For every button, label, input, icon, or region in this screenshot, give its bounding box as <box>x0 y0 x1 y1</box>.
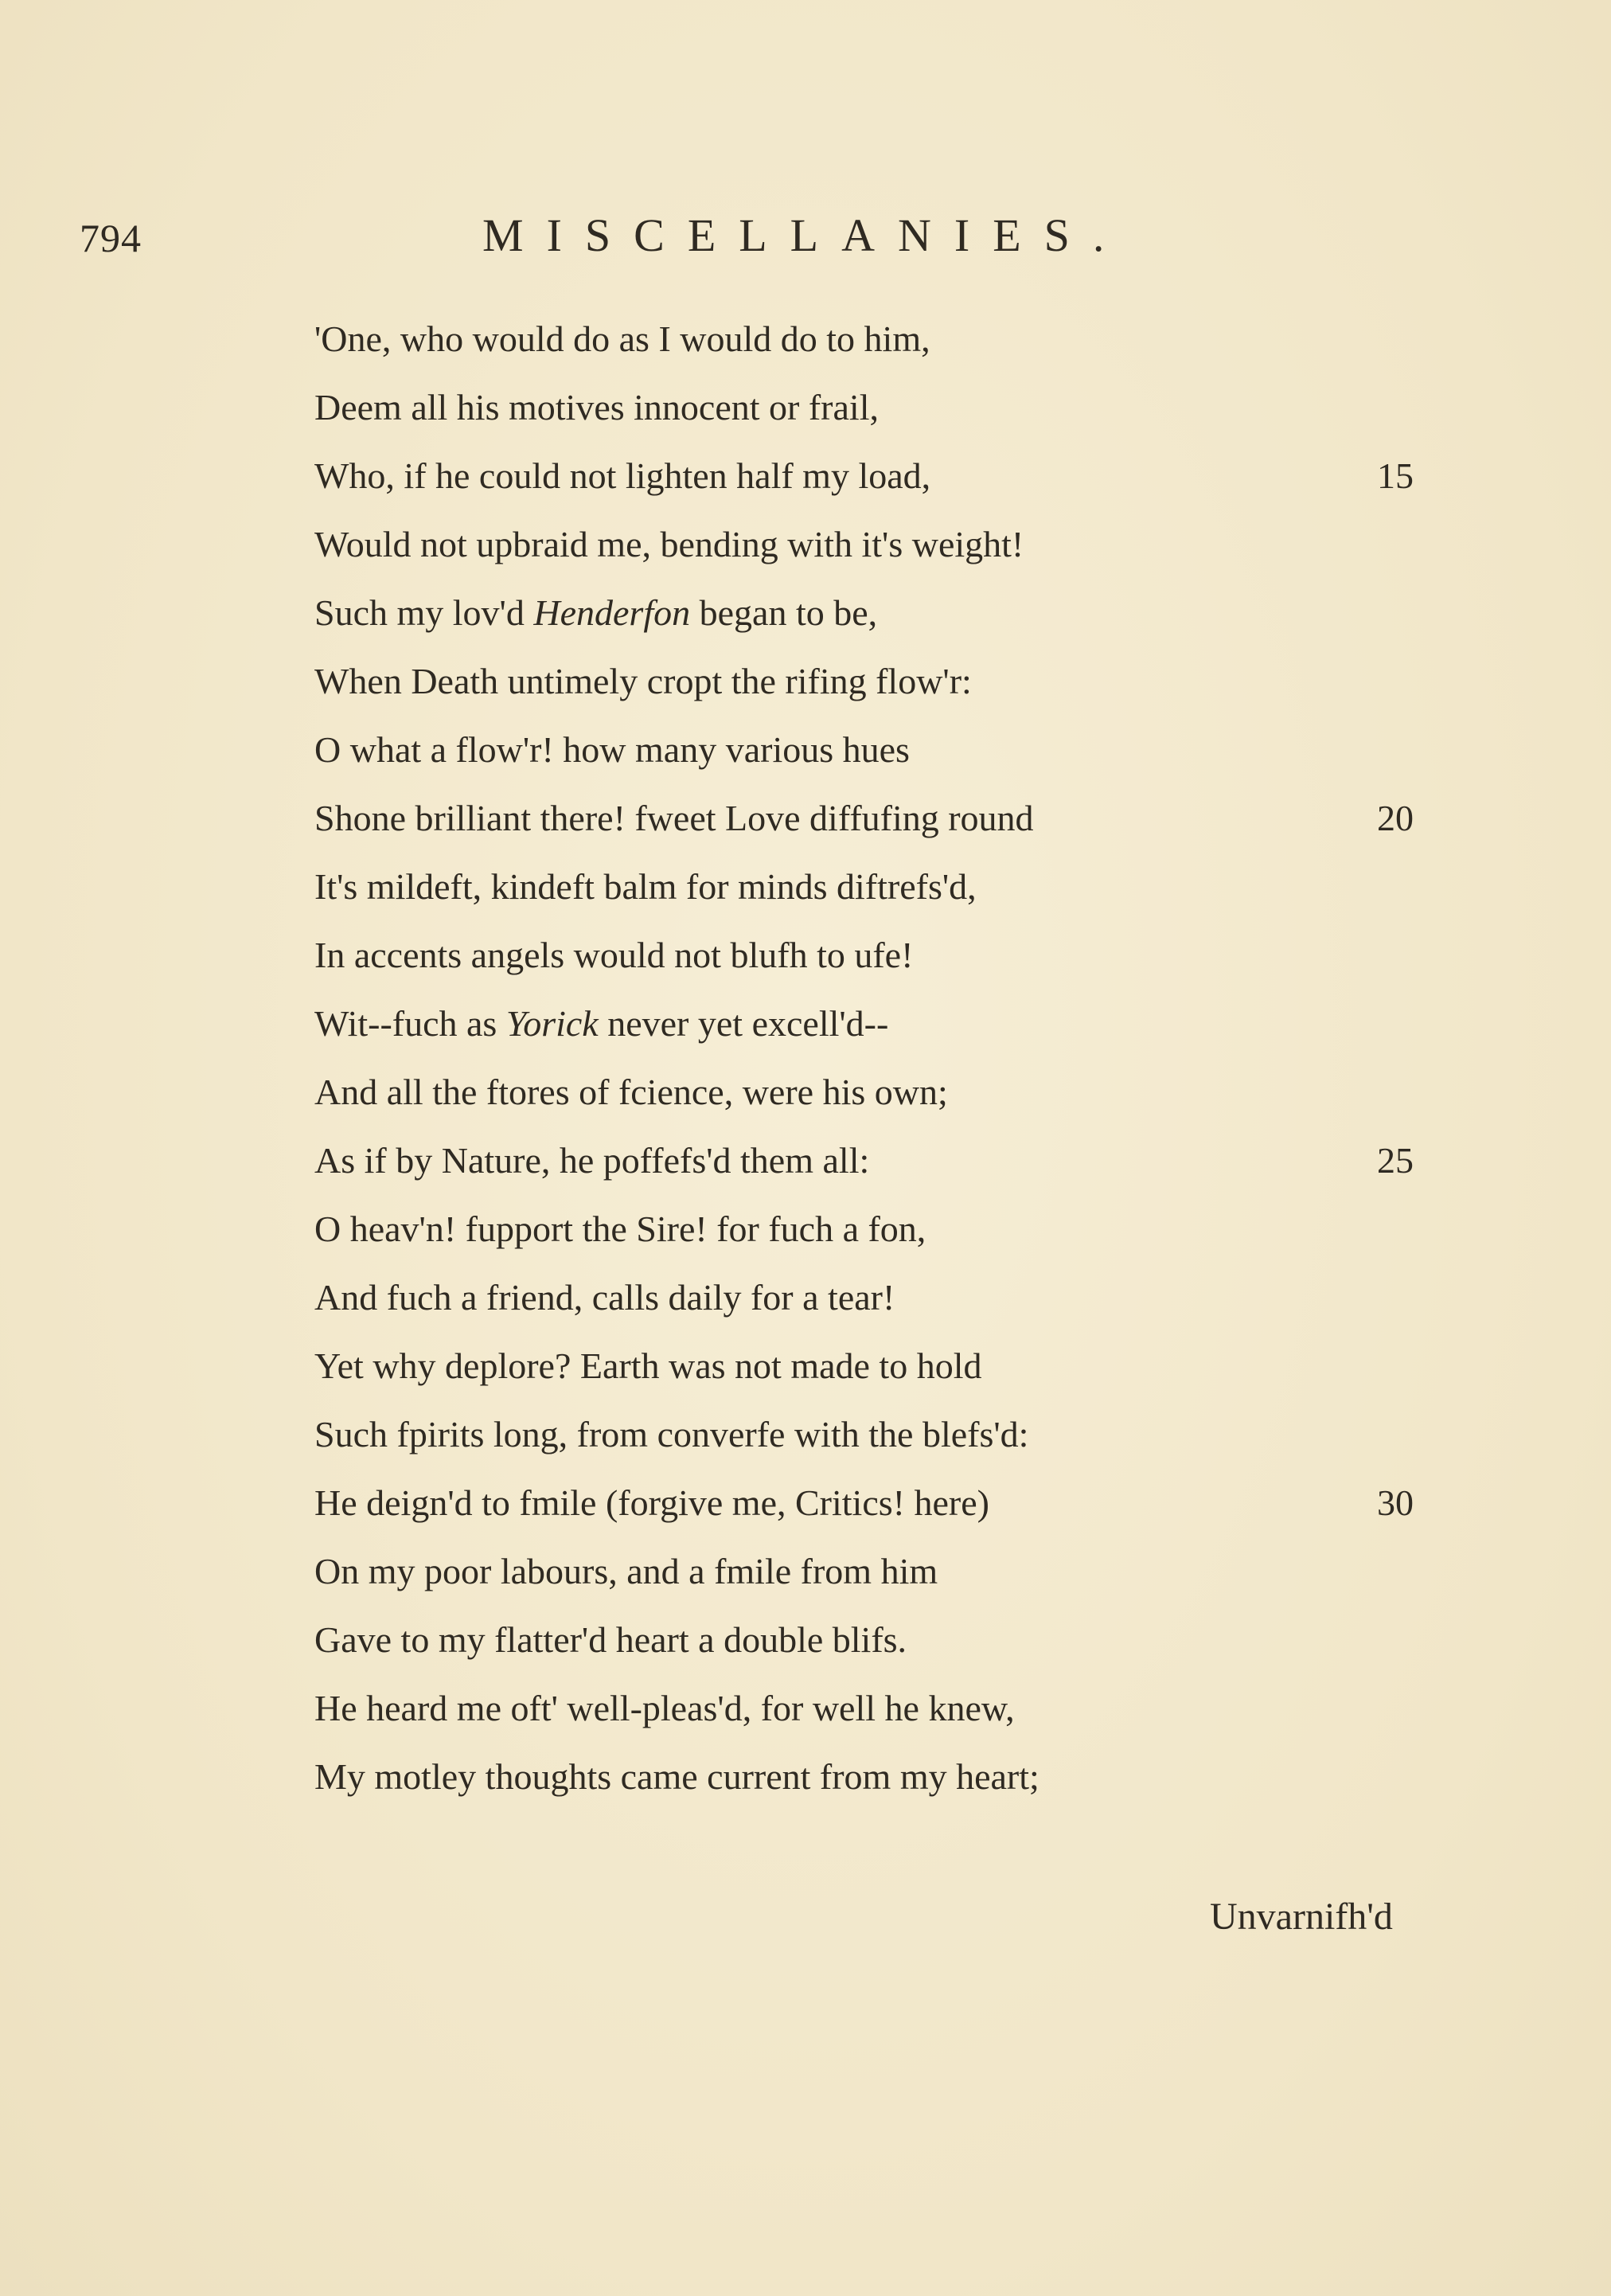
poem-line <box>314 728 1349 796</box>
line-text: When Death untimely cropt the rifing flow'r: <box>314 661 972 701</box>
poem-line <box>314 1755 1349 1823</box>
line-number: 25 <box>1377 1140 1414 1181</box>
line-text: Such my lov'd Henderfon began to be, <box>314 592 878 633</box>
line-text: He heard me oft' well-pleas'd, for well he knew, <box>314 1688 1015 1728</box>
poem-line <box>314 591 1349 659</box>
poem-line <box>314 796 1414 865</box>
poem-body <box>314 317 1414 1823</box>
line-text: As if by Nature, he poffefs'd them all: <box>314 1140 870 1181</box>
line-text: Such fpirits long, from converfe with the blefs'd: <box>314 1414 1029 1455</box>
poem-line <box>314 385 1349 454</box>
line-text: Gave to my flatter'd heart a double blifs. <box>314 1619 907 1660</box>
poem-line <box>314 1002 1349 1070</box>
line-text: And fuch a friend, calls daily for a tear! <box>314 1277 895 1318</box>
poem-line <box>314 865 1349 933</box>
poem-line <box>314 1344 1349 1412</box>
line-text: Wit--fuch as Yorick never yet excell'd-- <box>314 1003 889 1044</box>
poem-line <box>314 1275 1349 1344</box>
poem-line <box>314 1549 1349 1618</box>
poem-line <box>314 1481 1414 1549</box>
poem-line <box>314 1618 1349 1686</box>
line-text: Would not upbraid me, bending with it's weight! <box>314 524 1024 564</box>
page-number: 794 <box>80 216 142 260</box>
poem-line <box>314 659 1349 728</box>
line-text: Yet why deplore? Earth was not made to hold <box>314 1345 982 1386</box>
line-text: O heav'n! fupport the Sire! for fuch a fon, <box>314 1209 926 1249</box>
line-number: 15 <box>1377 455 1414 496</box>
line-text: In accents angels would not blufh to ufe! <box>314 935 914 975</box>
line-text: He deign'd to fmile (forgive me, Critics! here) <box>314 1482 989 1523</box>
poem-line <box>314 933 1349 1002</box>
line-text: On my poor labours, and a fmile from him <box>314 1551 938 1591</box>
poem-line <box>314 1412 1349 1481</box>
running-head: MISCELLANIES. <box>482 209 1128 261</box>
line-text: Deem all his motives innocent or frail, <box>314 387 879 428</box>
line-text: It's mildeft, kindeft balm for minds diftrefs'd, <box>314 866 977 907</box>
poem-line <box>314 522 1349 591</box>
line-text: 'One, who would do as I would do to him, <box>314 318 930 359</box>
poem-line <box>314 1207 1349 1275</box>
line-text: Shone brilliant there! fweet Love diffufing round <box>314 798 1034 838</box>
catchword: Unvarnifh'd <box>1210 1896 1393 1938</box>
line-text: And all the ftores of fcience, were his own; <box>314 1072 948 1112</box>
poem-line <box>314 317 1349 385</box>
line-number: 30 <box>1377 1482 1414 1523</box>
line-number: 20 <box>1377 798 1414 838</box>
poem-line <box>314 454 1414 522</box>
poem-line <box>314 1138 1414 1207</box>
poem-line <box>314 1686 1349 1755</box>
poem-line <box>314 1070 1349 1138</box>
line-text: Who, if he could not lighten half my load, <box>314 455 931 496</box>
line-text: O what a flow'r! how many various hues <box>314 729 910 770</box>
line-text: My motley thoughts came current from my heart; <box>314 1756 1040 1797</box>
